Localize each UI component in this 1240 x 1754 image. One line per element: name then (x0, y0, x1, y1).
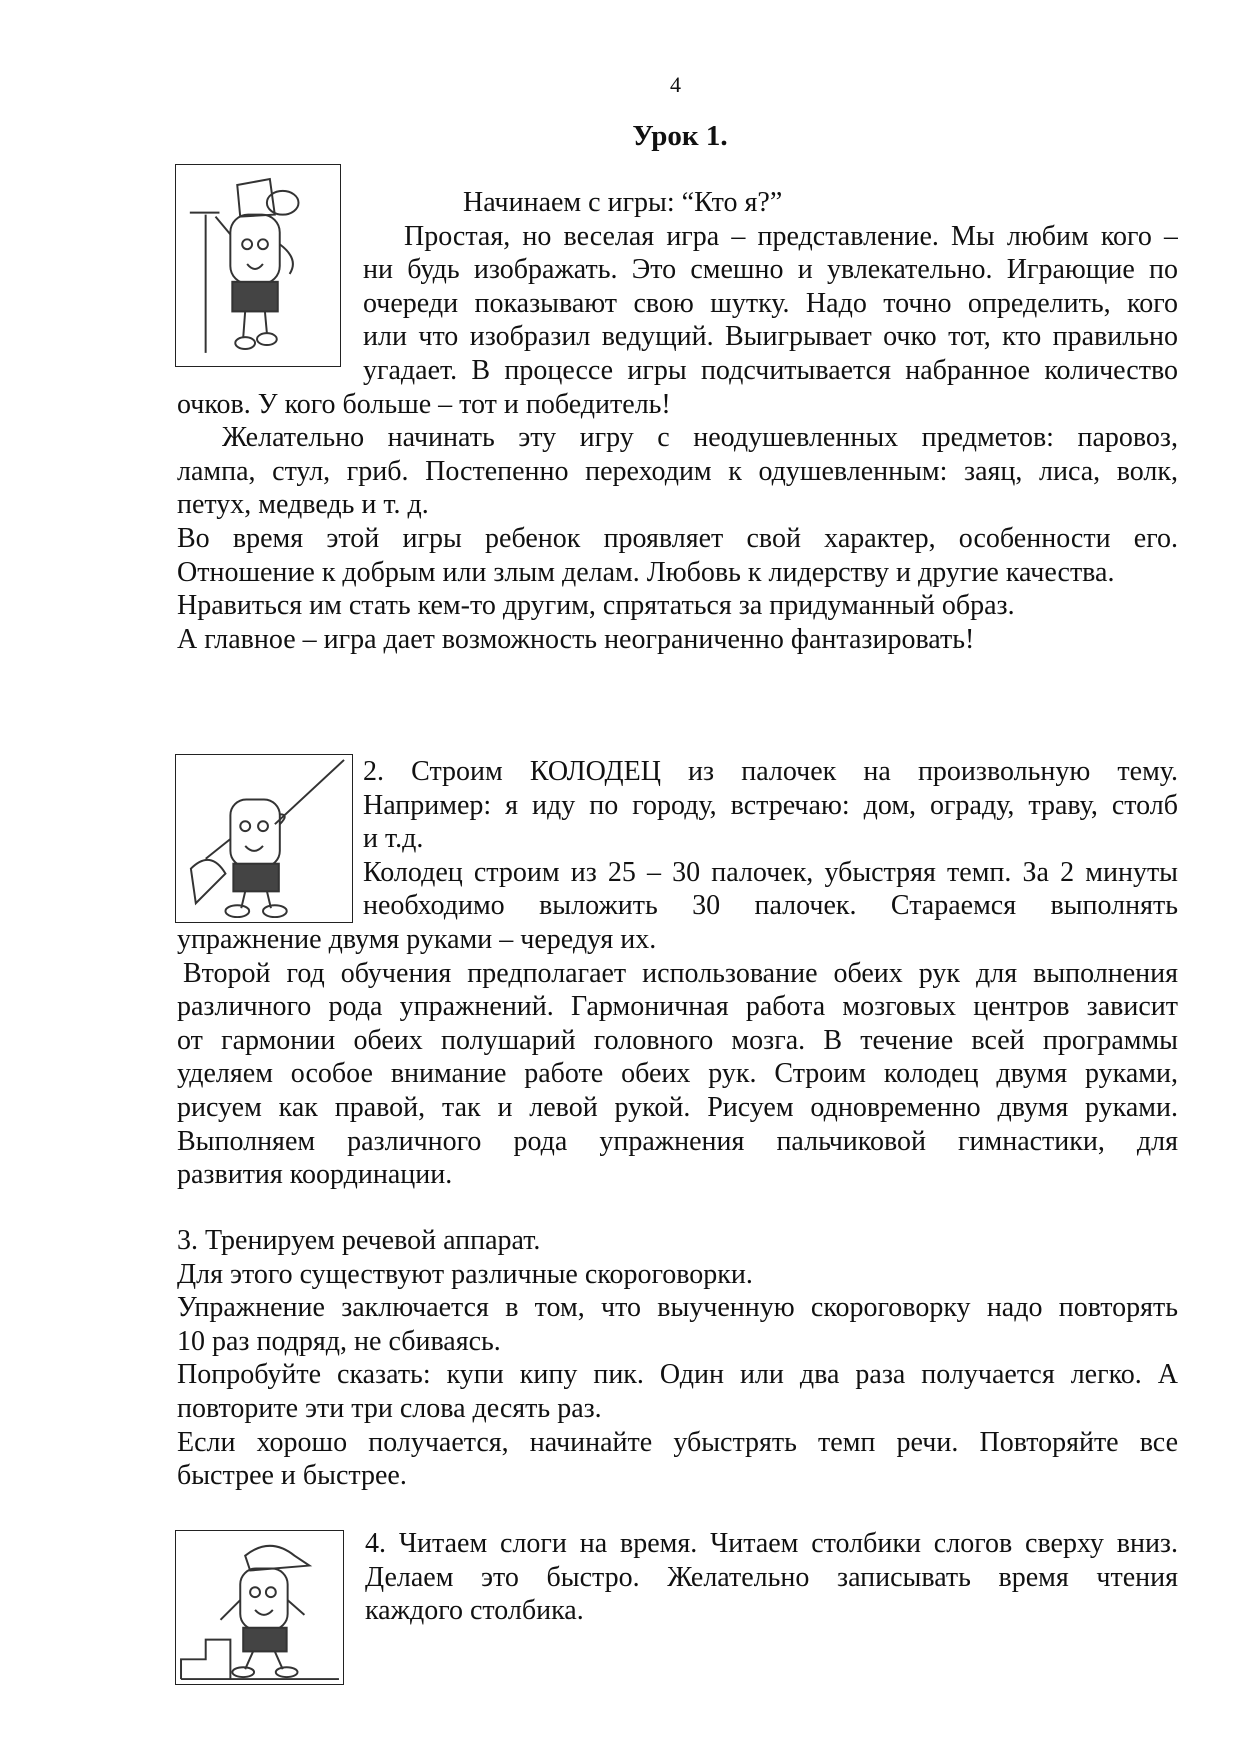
text-line: 4. Читаем слоги на время. Читаем столбики слогов сверху вниз. (365, 1528, 1178, 1559)
text-line: Для этого существуют различные скороговорки. (177, 1258, 753, 1290)
lesson-title: Урок 1. (632, 120, 728, 152)
illustration-character-leaning (175, 164, 341, 367)
text-line: очков. У кого больше – тот и победитель! (177, 388, 671, 420)
illustration-character-pointer (175, 754, 353, 923)
text-line: Попробуйте сказать: купи кипу пик. Один или два раза получается легко. А (177, 1359, 1178, 1391)
text-line: необходимо выложить 30 палочек. Стараемся выполнять (363, 890, 1178, 922)
text-line: различного рода упражнений. Гармоничная работа мозговых центров зависит (177, 991, 1178, 1023)
text-line: Начинаем с игры: “Кто я?” (463, 187, 783, 218)
text-line: Отношение к добрым или злым делам. Любовь к лидерству и другие качества. (177, 556, 1115, 588)
text-line: А главное – игра дает возможность неограниченно фантазировать! (177, 623, 975, 655)
text-line: Нравиться им стать кем-то другим, спрятаться за придуманный образ. (177, 590, 1015, 622)
text-line: повторите эти три слова десять раз. (177, 1393, 602, 1424)
text-line: упражнение двумя руками – чередуя их. (177, 924, 657, 955)
text-line: Колодец строим из 25 – 30 палочек, убыстряя темп. За 2 минуты (363, 856, 1178, 888)
text-line: лампа, стул, гриб. Постепенно переходим к одушевленным: заяц, лиса, волк, (177, 455, 1178, 487)
text-line: очереди показывают свою шутку. Надо точно определить, кого (363, 287, 1178, 319)
text-line: уделяем особое внимание работе обеих рук. Строим колодец двумя руками, (177, 1058, 1178, 1090)
text-line: от гармонии обеих полушарий головного мозга. В течение всей программы (177, 1024, 1178, 1056)
page-number: 4 (670, 72, 681, 97)
text-line: Выполняем различного рода упражнения пальчиковой гимнастики, для (177, 1125, 1178, 1157)
text-line: Желательно начинать эту игру с неодушевленных предметов: паровоз, (222, 422, 1178, 454)
text-line: рисуем как правой, так и левой рукой. Рисуем одновременно двумя руками. (177, 1092, 1178, 1123)
text-line: и т.д. (363, 823, 424, 855)
text-line: Если хорошо получается, начинайте убыстрять темп речи. Повторяйте все (177, 1426, 1178, 1458)
text-line: Второй год обучения предполагает использование обеих рук для выполнения (183, 957, 1178, 989)
text-line: Например: я иду по городу, встречаю: дом, ограду, траву, столб (363, 789, 1178, 821)
text-line: Делаем это быстро. Желательно записывать время чтения (365, 1561, 1178, 1593)
text-line: ни будь изображать. Это смешно и увлекательно. Играющие по (363, 254, 1178, 286)
text-line: Простая, но веселая игра – представление. Мы любим кого – (404, 220, 1178, 252)
text-line: 3. Тренируем речевой аппарат. (177, 1225, 541, 1256)
text-line: Во время этой игры ребенок проявляет свой характер, особенности его. (177, 523, 1178, 554)
text-line: 10 раз подряд, не сбиваясь. (177, 1325, 501, 1357)
text-line: Упражнение заключается в том, что выученную скороговорку надо повторять (177, 1292, 1178, 1324)
text-line: каждого столбика. (365, 1595, 584, 1627)
text-line: петух, медведь и т. д. (177, 489, 429, 521)
text-line: 2. Строим КОЛОДЕЦ из палочек на произвольную тему. (363, 756, 1178, 787)
illustration-character-stairs (175, 1530, 344, 1685)
text-line: развития координации. (177, 1159, 453, 1191)
text-line: быстрее и быстрее. (177, 1460, 407, 1492)
text-line: или что изобразил ведущий. Выигрывает очко тот, кто правильно (363, 321, 1178, 353)
text-line: угадает. В процессе игры подсчитывается набранное количество (363, 355, 1178, 386)
